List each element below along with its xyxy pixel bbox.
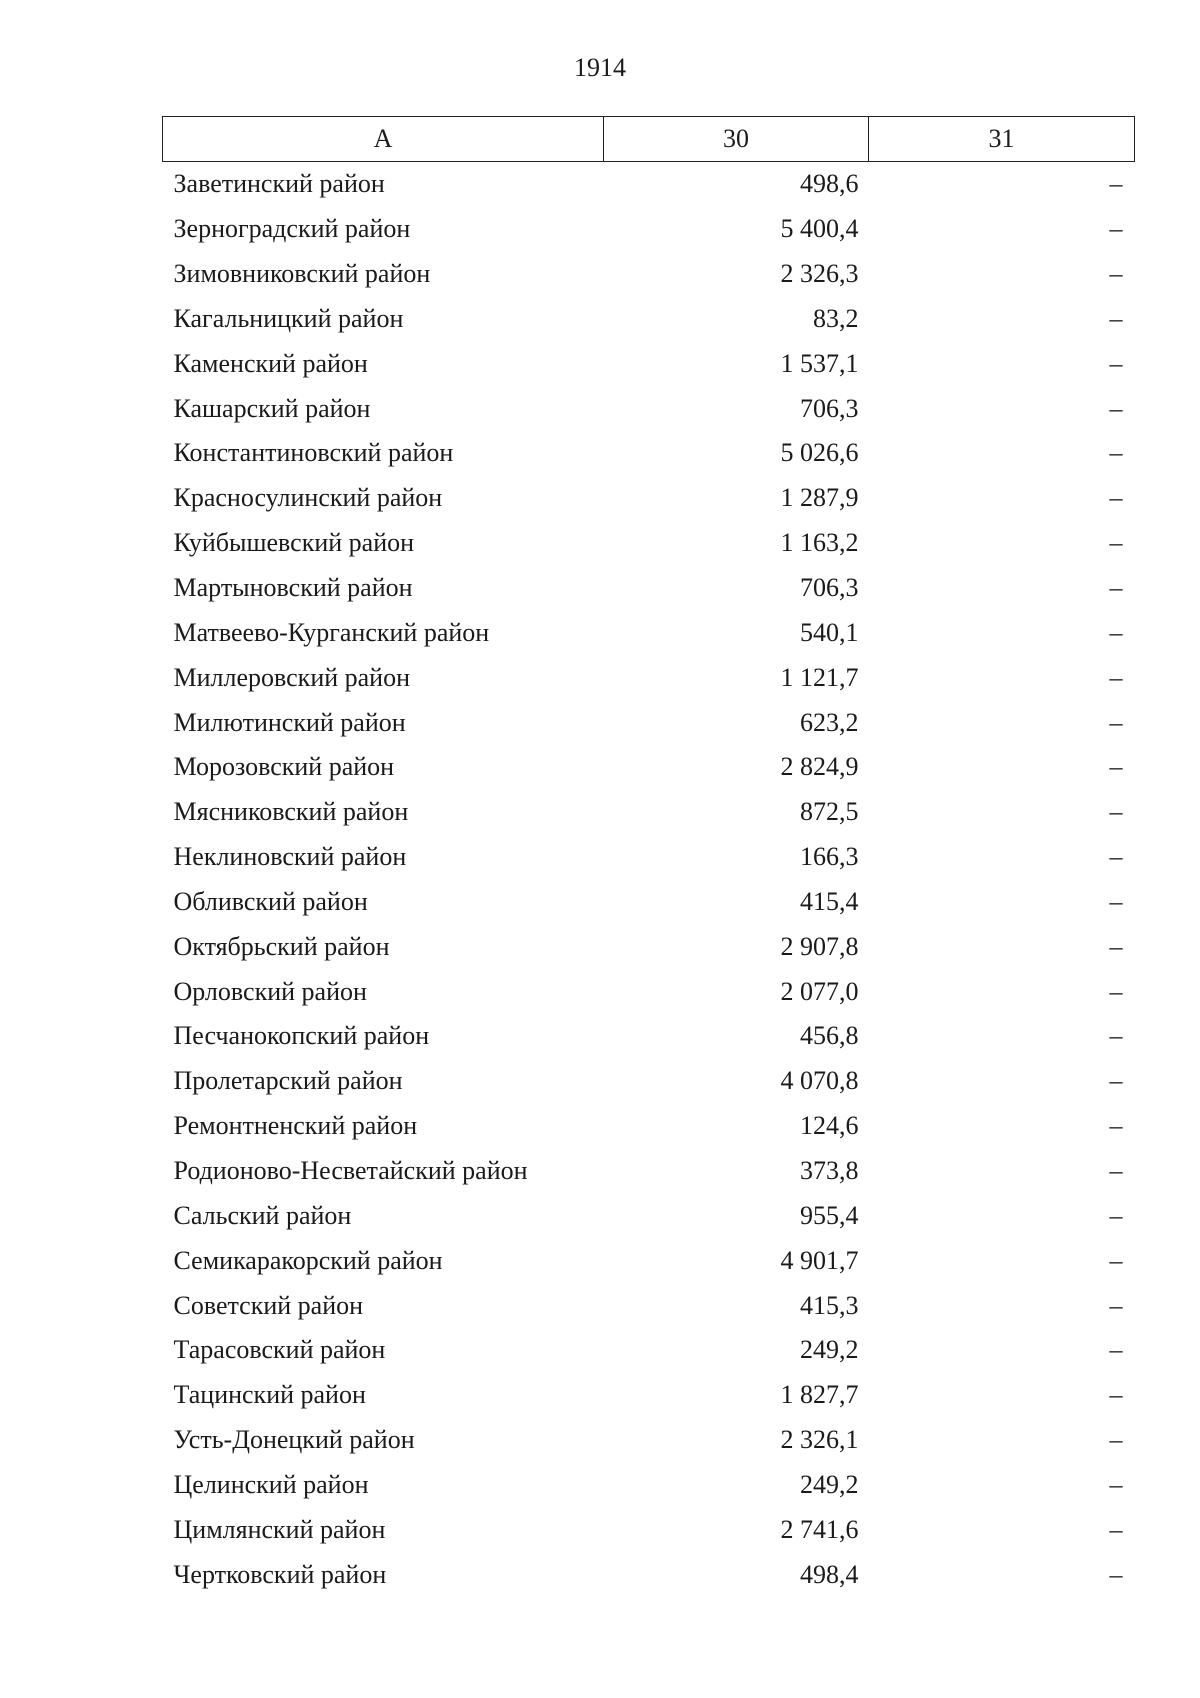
value-col-30-cell: 2 077,0 [780,976,859,1006]
table-row [163,476,1135,521]
district-name-cell: Октябрьский район [173,931,390,961]
table-row [163,880,1135,925]
district-name-cell: Песчанокопский район [173,1021,430,1051]
value-col-30-cell: 623,2 [800,707,859,737]
value-col-31-cell: – [1109,1066,1123,1096]
district-name-cell: Кашарский район [173,393,371,423]
value-col-30-cell: 415,4 [800,886,859,916]
table-row [163,969,1135,1014]
value-col-31-cell: – [1109,976,1123,1006]
table-row [163,1149,1135,1194]
value-col-31-cell: – [1109,1200,1123,1230]
value-col-31-cell: – [1109,1245,1123,1275]
value-col-31-cell: – [1109,169,1123,199]
district-name-cell: Советский район [173,1290,364,1320]
table-row [163,297,1135,342]
district-name-cell: Семикаракорский район [173,1245,443,1275]
district-name-cell: Константиновский район [173,438,454,468]
value-col-31-cell: – [1109,393,1123,423]
value-col-30-cell: 4 901,7 [780,1245,859,1275]
value-col-30-cell: 1 537,1 [780,348,859,378]
value-col-31-cell: – [1109,617,1123,647]
table-row [163,924,1135,969]
district-name-cell: Заветинский район [173,169,385,199]
value-col-30-cell: 1 287,9 [780,483,859,513]
value-col-31-cell: – [1109,1425,1123,1455]
value-col-31-cell: – [1109,752,1123,782]
table-body [163,162,1135,1598]
value-col-30-cell: 1 121,7 [780,662,859,692]
table-row [163,610,1135,655]
table-row [163,745,1135,790]
table-row [163,566,1135,611]
value-col-30-cell: 83,2 [813,303,859,333]
district-name-cell: Кагальницкий район [173,303,404,333]
district-name-cell: Чертковский район [173,1559,387,1589]
table-row [163,341,1135,386]
table-row [163,1418,1135,1463]
value-col-30-cell: 2 741,6 [780,1514,859,1544]
district-name-cell: Обливский район [173,886,368,916]
value-col-31-cell: – [1109,797,1123,827]
table-row [163,431,1135,476]
district-name-cell: Каменский район [173,348,368,378]
district-name-cell: Миллеровский район [173,662,411,692]
value-col-31-cell: – [1109,662,1123,692]
district-name-cell: Милютинский район [173,707,406,737]
district-name-cell: Куйбышевский район [173,528,415,558]
table-row [163,162,1135,207]
value-col-30-cell: 2 907,8 [780,931,859,961]
value-col-30-cell: 2 326,3 [780,259,859,289]
value-col-31-cell: – [1109,1155,1123,1185]
value-col-31-cell: – [1109,1335,1123,1365]
table-row [163,1059,1135,1104]
table-row [163,521,1135,566]
value-col-31-cell: – [1109,528,1123,558]
header-cell-31: 31 [869,117,1135,162]
value-col-30-cell: 166,3 [800,842,859,872]
value-col-30-cell: 124,6 [800,1111,859,1141]
value-col-30-cell: 456,8 [800,1021,859,1051]
value-col-30-cell: 249,2 [800,1335,859,1365]
value-col-31-cell: – [1109,1380,1123,1410]
value-col-30-cell: 498,4 [800,1559,859,1589]
value-col-31-cell: – [1109,348,1123,378]
value-col-31-cell: – [1109,1559,1123,1589]
value-col-31-cell: – [1109,931,1123,961]
value-col-31-cell: – [1109,573,1123,603]
value-col-30-cell: 706,3 [800,573,859,603]
district-name-cell: Тарасовский район [173,1335,386,1365]
value-col-31-cell: – [1109,1290,1123,1320]
table-row [163,1328,1135,1373]
value-col-31-cell: – [1109,1021,1123,1051]
table-row [163,655,1135,700]
page-number: 1914 [574,53,626,82]
district-name-cell: Целинский район [173,1469,369,1499]
value-col-30-cell: 540,1 [800,617,859,647]
header-row [163,117,1135,162]
table-row [163,700,1135,745]
district-name-cell: Тацинский район [173,1380,366,1410]
value-col-31-cell: – [1109,886,1123,916]
value-col-30-cell: 1 827,7 [780,1380,859,1410]
value-col-30-cell: 955,4 [800,1200,859,1230]
district-name-cell: Сальский район [173,1200,352,1230]
value-col-31-cell: – [1109,842,1123,872]
value-col-30-cell: 1 163,2 [780,528,859,558]
table-row [163,1104,1135,1149]
district-name-cell: Орловский район [173,976,367,1006]
header-cell-30: 30 [604,117,869,162]
table-row [163,386,1135,431]
table-row [163,1552,1135,1597]
value-col-31-cell: – [1109,438,1123,468]
value-col-31-cell: – [1109,1469,1123,1499]
value-col-31-cell: – [1109,1514,1123,1544]
table-row [163,1193,1135,1238]
value-col-30-cell: 415,3 [800,1290,859,1320]
value-col-30-cell: 706,3 [800,393,859,423]
value-col-31-cell: – [1109,483,1123,513]
value-col-30-cell: 4 070,8 [780,1066,859,1096]
table-row [163,1238,1135,1283]
header-cell-a: А [163,117,604,162]
value-col-30-cell: 2 326,1 [780,1425,859,1455]
value-col-30-cell: 5 026,6 [780,438,859,468]
value-col-30-cell: 373,8 [800,1155,859,1185]
district-name-cell: Матвеево-Курганский район [173,617,490,647]
district-name-cell: Родионово-Несветайский район [173,1155,528,1185]
table-header [163,117,1135,162]
district-name-cell: Зимовниковский район [173,259,431,289]
district-name-cell: Неклиновский район [173,842,407,872]
table-row [163,835,1135,880]
table-row [163,1283,1135,1328]
data-table [162,116,1135,1597]
district-name-cell: Мясниковский район [173,797,409,827]
value-col-30-cell: 498,6 [800,169,859,199]
table-row [163,207,1135,252]
value-col-31-cell: – [1109,214,1123,244]
table-row [163,252,1135,297]
district-name-cell: Красносулинский район [173,483,443,513]
value-col-30-cell: 249,2 [800,1469,859,1499]
value-col-30-cell: 2 824,9 [780,752,859,782]
district-name-cell: Усть-Донецкий район [173,1425,415,1455]
value-col-30-cell: 872,5 [800,797,859,827]
district-name-cell: Морозовский район [173,752,395,782]
district-name-cell: Ремонтненский район [173,1111,418,1141]
value-col-31-cell: – [1109,303,1123,333]
table-row [163,790,1135,835]
district-name-cell: Пролетарский район [173,1066,403,1096]
value-col-31-cell: – [1109,707,1123,737]
district-name-cell: Цимлянский район [173,1514,386,1544]
district-name-cell: Зерноградский район [173,214,411,244]
table-row [163,1507,1135,1552]
value-col-31-cell: – [1109,259,1123,289]
table-row [163,1462,1135,1507]
value-col-30-cell: 5 400,4 [780,214,859,244]
value-col-31-cell: – [1109,1111,1123,1141]
table-row [163,1014,1135,1059]
district-name-cell: Мартыновский район [173,573,413,603]
table-row [163,1373,1135,1418]
